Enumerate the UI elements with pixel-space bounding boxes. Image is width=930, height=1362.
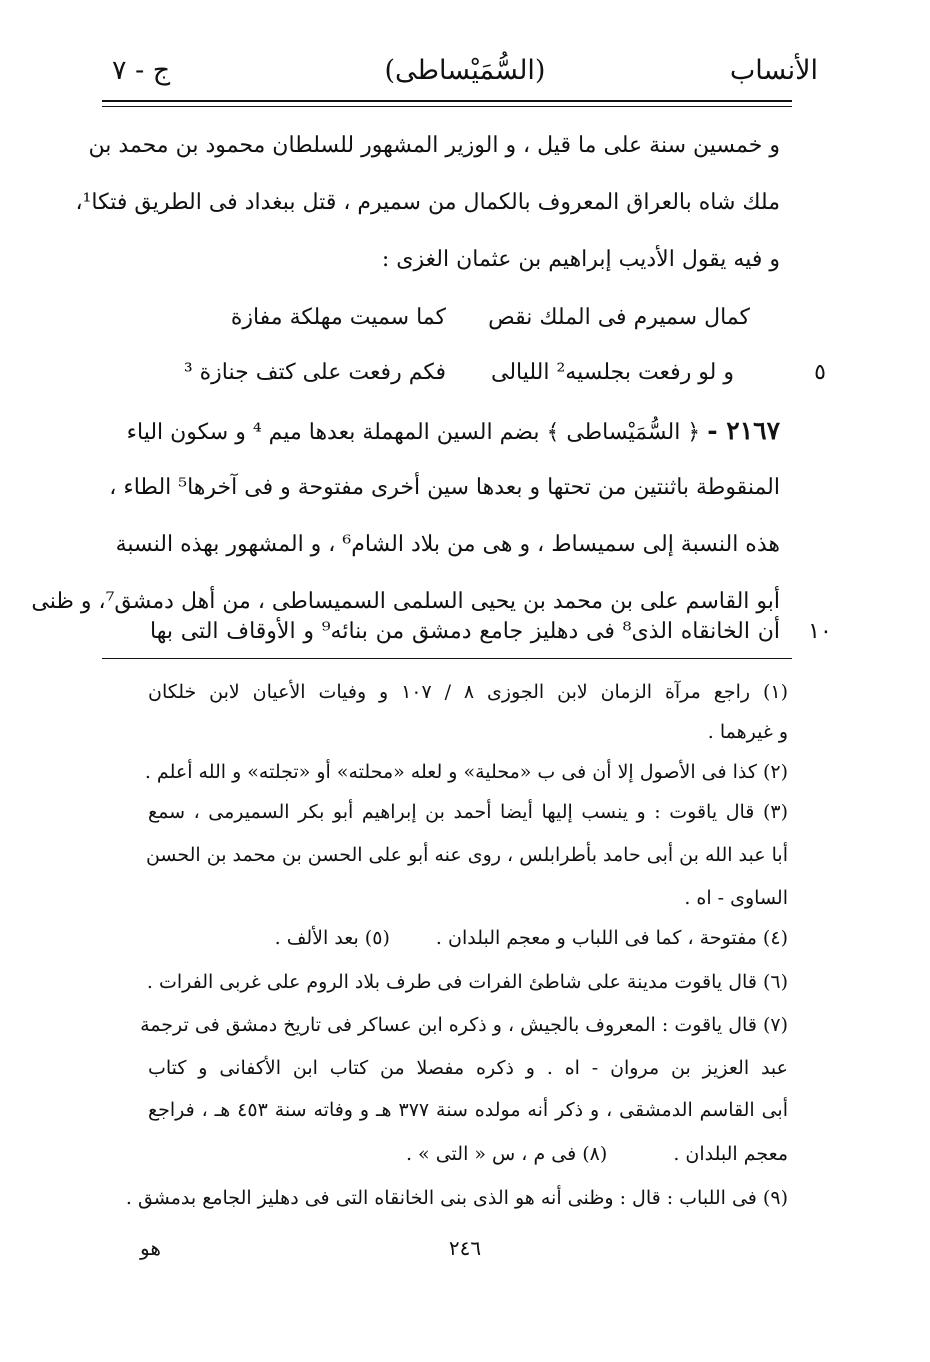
- verse-1-first-hemistich: كمال سميرم فى الملك نقص: [488, 305, 750, 330]
- entry-2167-line-4: أبو القاسم على بن محمد بن يحيى السلمى السميساطى ، من أهل دمشق⁷، و ظنى: [31, 589, 780, 614]
- footnote-3-line-1: (٣) قال ياقوت : و ينسب إليها أيضا أحمد بن إبراهيم أبو بكر السميرمى ، سمع: [148, 801, 788, 823]
- running-head-volume: ج - ٧: [112, 55, 171, 86]
- catchword: هو: [140, 1236, 161, 1260]
- footnote-7-line-4: معجم البلدان .: [673, 1143, 788, 1165]
- footnote-1-line-1: (١) راجع مرآة الزمان لابن الجوزى ٨ / ١٠٧ و وفيات الأعيان لابن خلكان: [148, 681, 788, 703]
- footnote-8: (٨) فى م ، س « التى » .: [405, 1143, 608, 1165]
- verse-2-first-hemistich: و لو رفعت بجلسيه² الليالى: [490, 360, 734, 385]
- footnote-separator: [102, 658, 792, 659]
- body-line-1: و خمسين سنة على ما قيل ، و الوزير المشهور للسلطان محمود بن محمد بن: [88, 133, 780, 158]
- footnote-7-line-1: (٧) قال ياقوت : المعروف بالجيش ، و ذكره ابن عساكر فى تاريخ دمشق فى ترجمة: [140, 1014, 788, 1036]
- header-rule-thick: [102, 100, 792, 102]
- page-number: ٢٤٦: [448, 1236, 482, 1260]
- header-rule-thin: [102, 106, 792, 107]
- footnote-5: (٥) بعد الألف .: [274, 927, 390, 949]
- verse-1-second-hemistich: كما سميت مهلكة مفازة: [230, 305, 446, 330]
- entry-number: ٢١٦٧ -: [707, 416, 780, 445]
- verse-2-second-hemistich: فكم رفعت على كتف جنازة ³: [183, 360, 446, 385]
- body-line-2: ملك شاه بالعراق المعروف بالكمال من سميرم ، قتل ببغداد فى الطريق فتكا¹،: [75, 190, 780, 215]
- footnote-7-line-2: عبد العزيز بن مروان - اه . و ذكره مفصلا من كتاب ابن الأكفانى و كتاب: [148, 1057, 788, 1079]
- footnotes-7-8-line: [148, 1134, 788, 1174]
- entry-2167-line-3: هذه النسبة إلى سميساط ، و هى من بلاد الشام⁶ ، و المشهور بهذه النسبة: [115, 532, 780, 557]
- entry-headword-line: ﴿ السُّمَيْساطى ﴾ بضم السين المهملة بعدها ميم ⁴ و سكون الياء: [126, 420, 701, 445]
- entry-2167-line-1: [126, 403, 780, 459]
- running-head-book-title: الأنساب: [729, 55, 818, 86]
- footnote-7-line-3: أبى القاسم الدمشقى ، و ذكر أنه مولده سنة ٣٧٧ هـ و وفاته سنة ٤٥٣ هـ ، فراجع: [148, 1099, 788, 1121]
- entry-2167-line-5: أن الخانقاه الذى⁸ فى دهليز جامع دمشق من بنائه⁹ و الأوقاف التى بها: [150, 619, 780, 644]
- line-number-5: ٥: [814, 360, 826, 385]
- footnotes-4-5-line: [148, 918, 788, 958]
- footnote-2: (٢) كذا فى الأصول إلا أن فى ب «محلية» و لعله «محلته» أو «تجلته» و الله أعلم .: [144, 761, 788, 783]
- footnote-6: (٦) قال ياقوت مدينة على شاطئ الفرات فى طرف بلاد الروم على غربى الفرات .: [146, 971, 788, 993]
- body-line-3: و فيه يقول الأديب إبراهيم بن عثمان الغزى :: [381, 247, 780, 272]
- footnote-3-line-3: الساوى - اه .: [684, 887, 788, 909]
- footnote-3-line-2: أبا عبد الله بن أبى حامد بأطرابلس ، روى عنه أبو على الحسن بن محمد بن الحسن: [145, 844, 788, 866]
- footnote-4: (٤) مفتوحة ، كما فى اللباب و معجم البلدان .: [435, 927, 788, 949]
- entry-2167-line-2: المنقوطة باثنتين من تحتها و بعدها سين أخرى مفتوحة و فى آخرها⁵ الطاء ،: [109, 475, 780, 500]
- line-number-10: ١٠: [808, 619, 832, 644]
- footnote-9: (٩) فى اللباب : قال : وظنى أنه هو الذى بنى الخانقاه التى فى دهليز الجامع بدمشق .: [125, 1187, 788, 1209]
- running-head-entry-title: (السُّمَيْساطى): [384, 55, 546, 86]
- footnote-1-line-2: و غيرهما .: [707, 721, 788, 743]
